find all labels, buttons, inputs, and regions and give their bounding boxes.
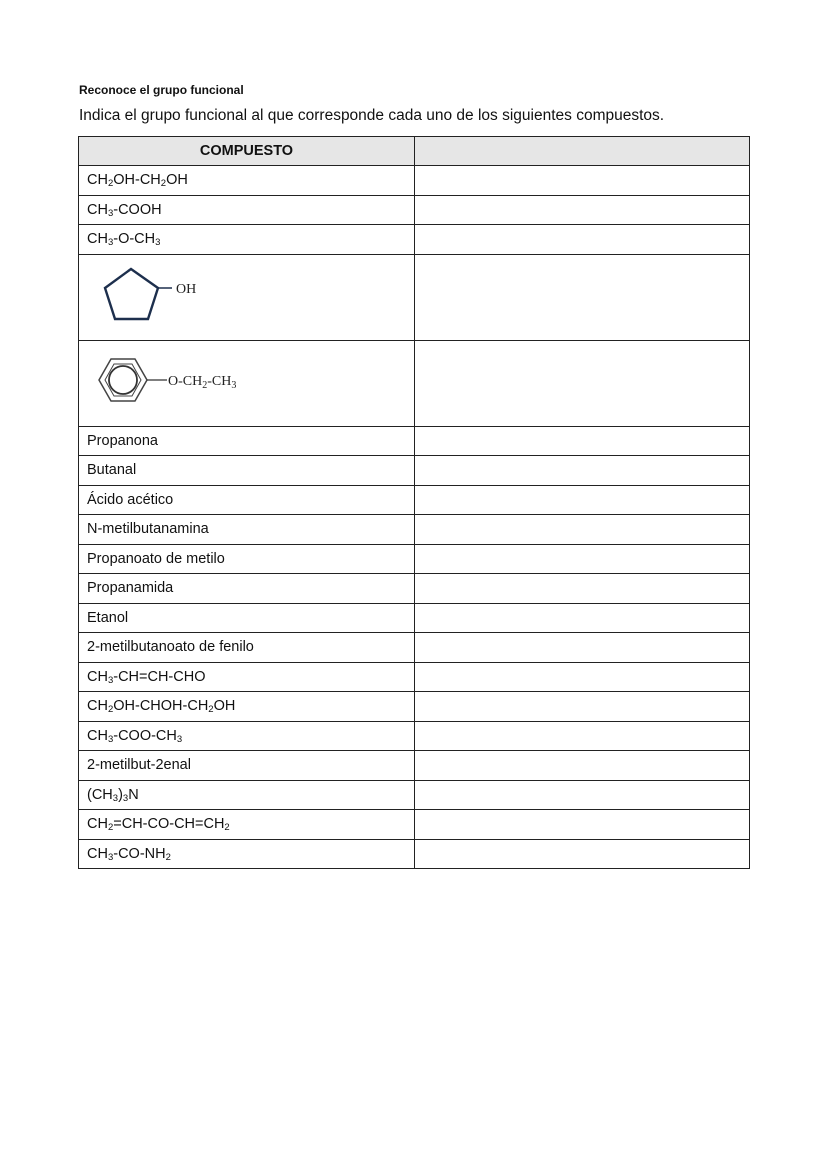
table-row	[79, 692, 750, 722]
table-row	[79, 426, 750, 456]
ethoxy-substituent-label: $O-CH_2-CH_3$	[168, 374, 237, 391]
compound-text: 2-metilbut-2enal	[87, 757, 191, 774]
compound-cell	[79, 254, 415, 340]
worksheet-instruction: Indica el grupo funcional al que corresponde cada uno de los siguientes compuestos.	[79, 107, 665, 124]
cyclopentanol-structure	[87, 257, 287, 337]
table-row	[79, 810, 750, 840]
compound-subscript: 2	[107, 704, 114, 716]
table-row	[79, 633, 750, 663]
compound-subscript: 3	[122, 792, 129, 804]
compound-subscript: 3	[107, 237, 114, 249]
table-row	[79, 166, 750, 196]
answer-cell[interactable]	[415, 166, 750, 196]
answer-cell[interactable]	[415, 751, 750, 781]
compound-subscript: 3	[107, 674, 114, 686]
compound-cell	[79, 780, 415, 810]
answer-cell[interactable]	[415, 810, 750, 840]
compound-text: 2-metilbutanoato de fenilo	[87, 639, 254, 656]
answer-cell[interactable]	[415, 225, 750, 255]
compounds-table	[78, 136, 750, 869]
table-row-structure-ethoxybenzene	[79, 340, 750, 426]
answer-cell[interactable]	[415, 780, 750, 810]
compound-text: (CH	[87, 786, 113, 803]
compound-subscript: 2	[160, 178, 167, 190]
answer-cell[interactable]	[415, 662, 750, 692]
compound-cell	[79, 603, 415, 633]
compound-text: CH	[87, 668, 108, 685]
compound-text: Butanal	[87, 462, 137, 479]
compound-cell	[79, 810, 415, 840]
compound-text: -COO-CH	[113, 727, 177, 744]
table-row	[79, 721, 750, 751]
ethoxybenzene-structure	[87, 343, 307, 423]
compound-text: CH	[87, 816, 108, 833]
compound-cell	[79, 456, 415, 486]
answer-cell[interactable]	[415, 254, 750, 340]
compound-cell	[79, 340, 415, 426]
compound-text: -COOH	[113, 201, 162, 218]
compound-text: N-metilbutanamina	[87, 521, 209, 538]
table-header-row	[79, 137, 750, 166]
compound-text: -CO-NH	[113, 845, 166, 862]
compound-cell	[79, 751, 415, 781]
compound-text: )	[118, 786, 123, 803]
compound-text: -CH=CH-CHO	[113, 668, 206, 685]
compound-text: =CH-CO-CH=CH	[113, 816, 225, 833]
compound-cell	[79, 574, 415, 604]
compound-cell	[79, 721, 415, 751]
functional-group-column-header	[415, 137, 750, 166]
compound-cell	[79, 515, 415, 545]
answer-cell[interactable]	[415, 426, 750, 456]
table-row	[79, 839, 750, 869]
compound-cell	[79, 662, 415, 692]
compound-text: OH	[166, 172, 188, 189]
compound-subscript: 3	[176, 733, 183, 745]
compound-text: CH	[87, 727, 108, 744]
compound-text: CH	[87, 698, 108, 715]
compound-text: OH-CHOH-CH	[113, 698, 209, 715]
compound-text: -O-CH	[113, 231, 156, 248]
compound-subscript: 3	[107, 851, 114, 863]
answer-cell[interactable]	[415, 456, 750, 486]
answer-cell[interactable]	[415, 515, 750, 545]
compound-subscript: 2	[165, 851, 171, 863]
compound-subscript: 2	[107, 178, 114, 190]
compound-text: OH-CH	[113, 172, 161, 189]
compound-text: Ácido acético	[87, 491, 174, 508]
table-row	[79, 456, 750, 486]
table-row	[79, 780, 750, 810]
answer-cell[interactable]	[415, 633, 750, 663]
table-row	[79, 574, 750, 604]
compound-cell	[79, 166, 415, 196]
compound-cell	[79, 485, 415, 515]
compound-text: Etanol	[87, 609, 129, 626]
table-row	[79, 485, 750, 515]
worksheet-heading: Reconoce el grupo funcional	[79, 83, 244, 97]
table-row	[79, 662, 750, 692]
table-row	[79, 544, 750, 574]
compound-subscript: 3	[112, 792, 119, 804]
compound-subscript: 3	[107, 733, 114, 745]
answer-cell[interactable]	[415, 340, 750, 426]
compound-subscript: 3	[107, 207, 114, 219]
answer-cell[interactable]	[415, 195, 750, 225]
answer-cell[interactable]	[415, 574, 750, 604]
answer-cell[interactable]	[415, 692, 750, 722]
answer-cell[interactable]	[415, 603, 750, 633]
compound-text: CH	[87, 231, 108, 248]
answer-cell[interactable]	[415, 721, 750, 751]
compound-text: N	[128, 786, 139, 803]
compound-cell	[79, 195, 415, 225]
compound-subscript: 2	[107, 822, 114, 834]
table-row	[79, 603, 750, 633]
answer-cell[interactable]	[415, 839, 750, 869]
compound-text: CH	[87, 845, 108, 862]
compound-cell	[79, 633, 415, 663]
compound-subscript: 2	[224, 822, 230, 834]
compound-cell	[79, 426, 415, 456]
answer-cell[interactable]	[415, 544, 750, 574]
compound-text: Propanamida	[87, 580, 174, 597]
pentagon-ring-icon	[105, 269, 158, 319]
compound-text: CH	[87, 201, 108, 218]
compound-subscript: 3	[155, 237, 161, 249]
table-row	[79, 225, 750, 255]
oh-substituent-label: OH	[176, 282, 197, 297]
compound-text: Propanona	[87, 432, 158, 449]
table-row	[79, 515, 750, 545]
compound-column-header: COMPUESTO	[79, 137, 415, 166]
compound-cell	[79, 225, 415, 255]
compound-subscript: 2	[208, 704, 214, 716]
compound-cell	[79, 839, 415, 869]
table-row-structure-cyclopentanol	[79, 254, 750, 340]
compound-cell	[79, 544, 415, 574]
compound-cell	[79, 692, 415, 722]
table-row	[79, 751, 750, 781]
compound-text: Propanoato de metilo	[87, 550, 225, 567]
answer-cell[interactable]	[415, 485, 750, 515]
compound-text: OH	[213, 698, 236, 715]
table-row	[79, 195, 750, 225]
compound-text: CH	[87, 172, 108, 189]
